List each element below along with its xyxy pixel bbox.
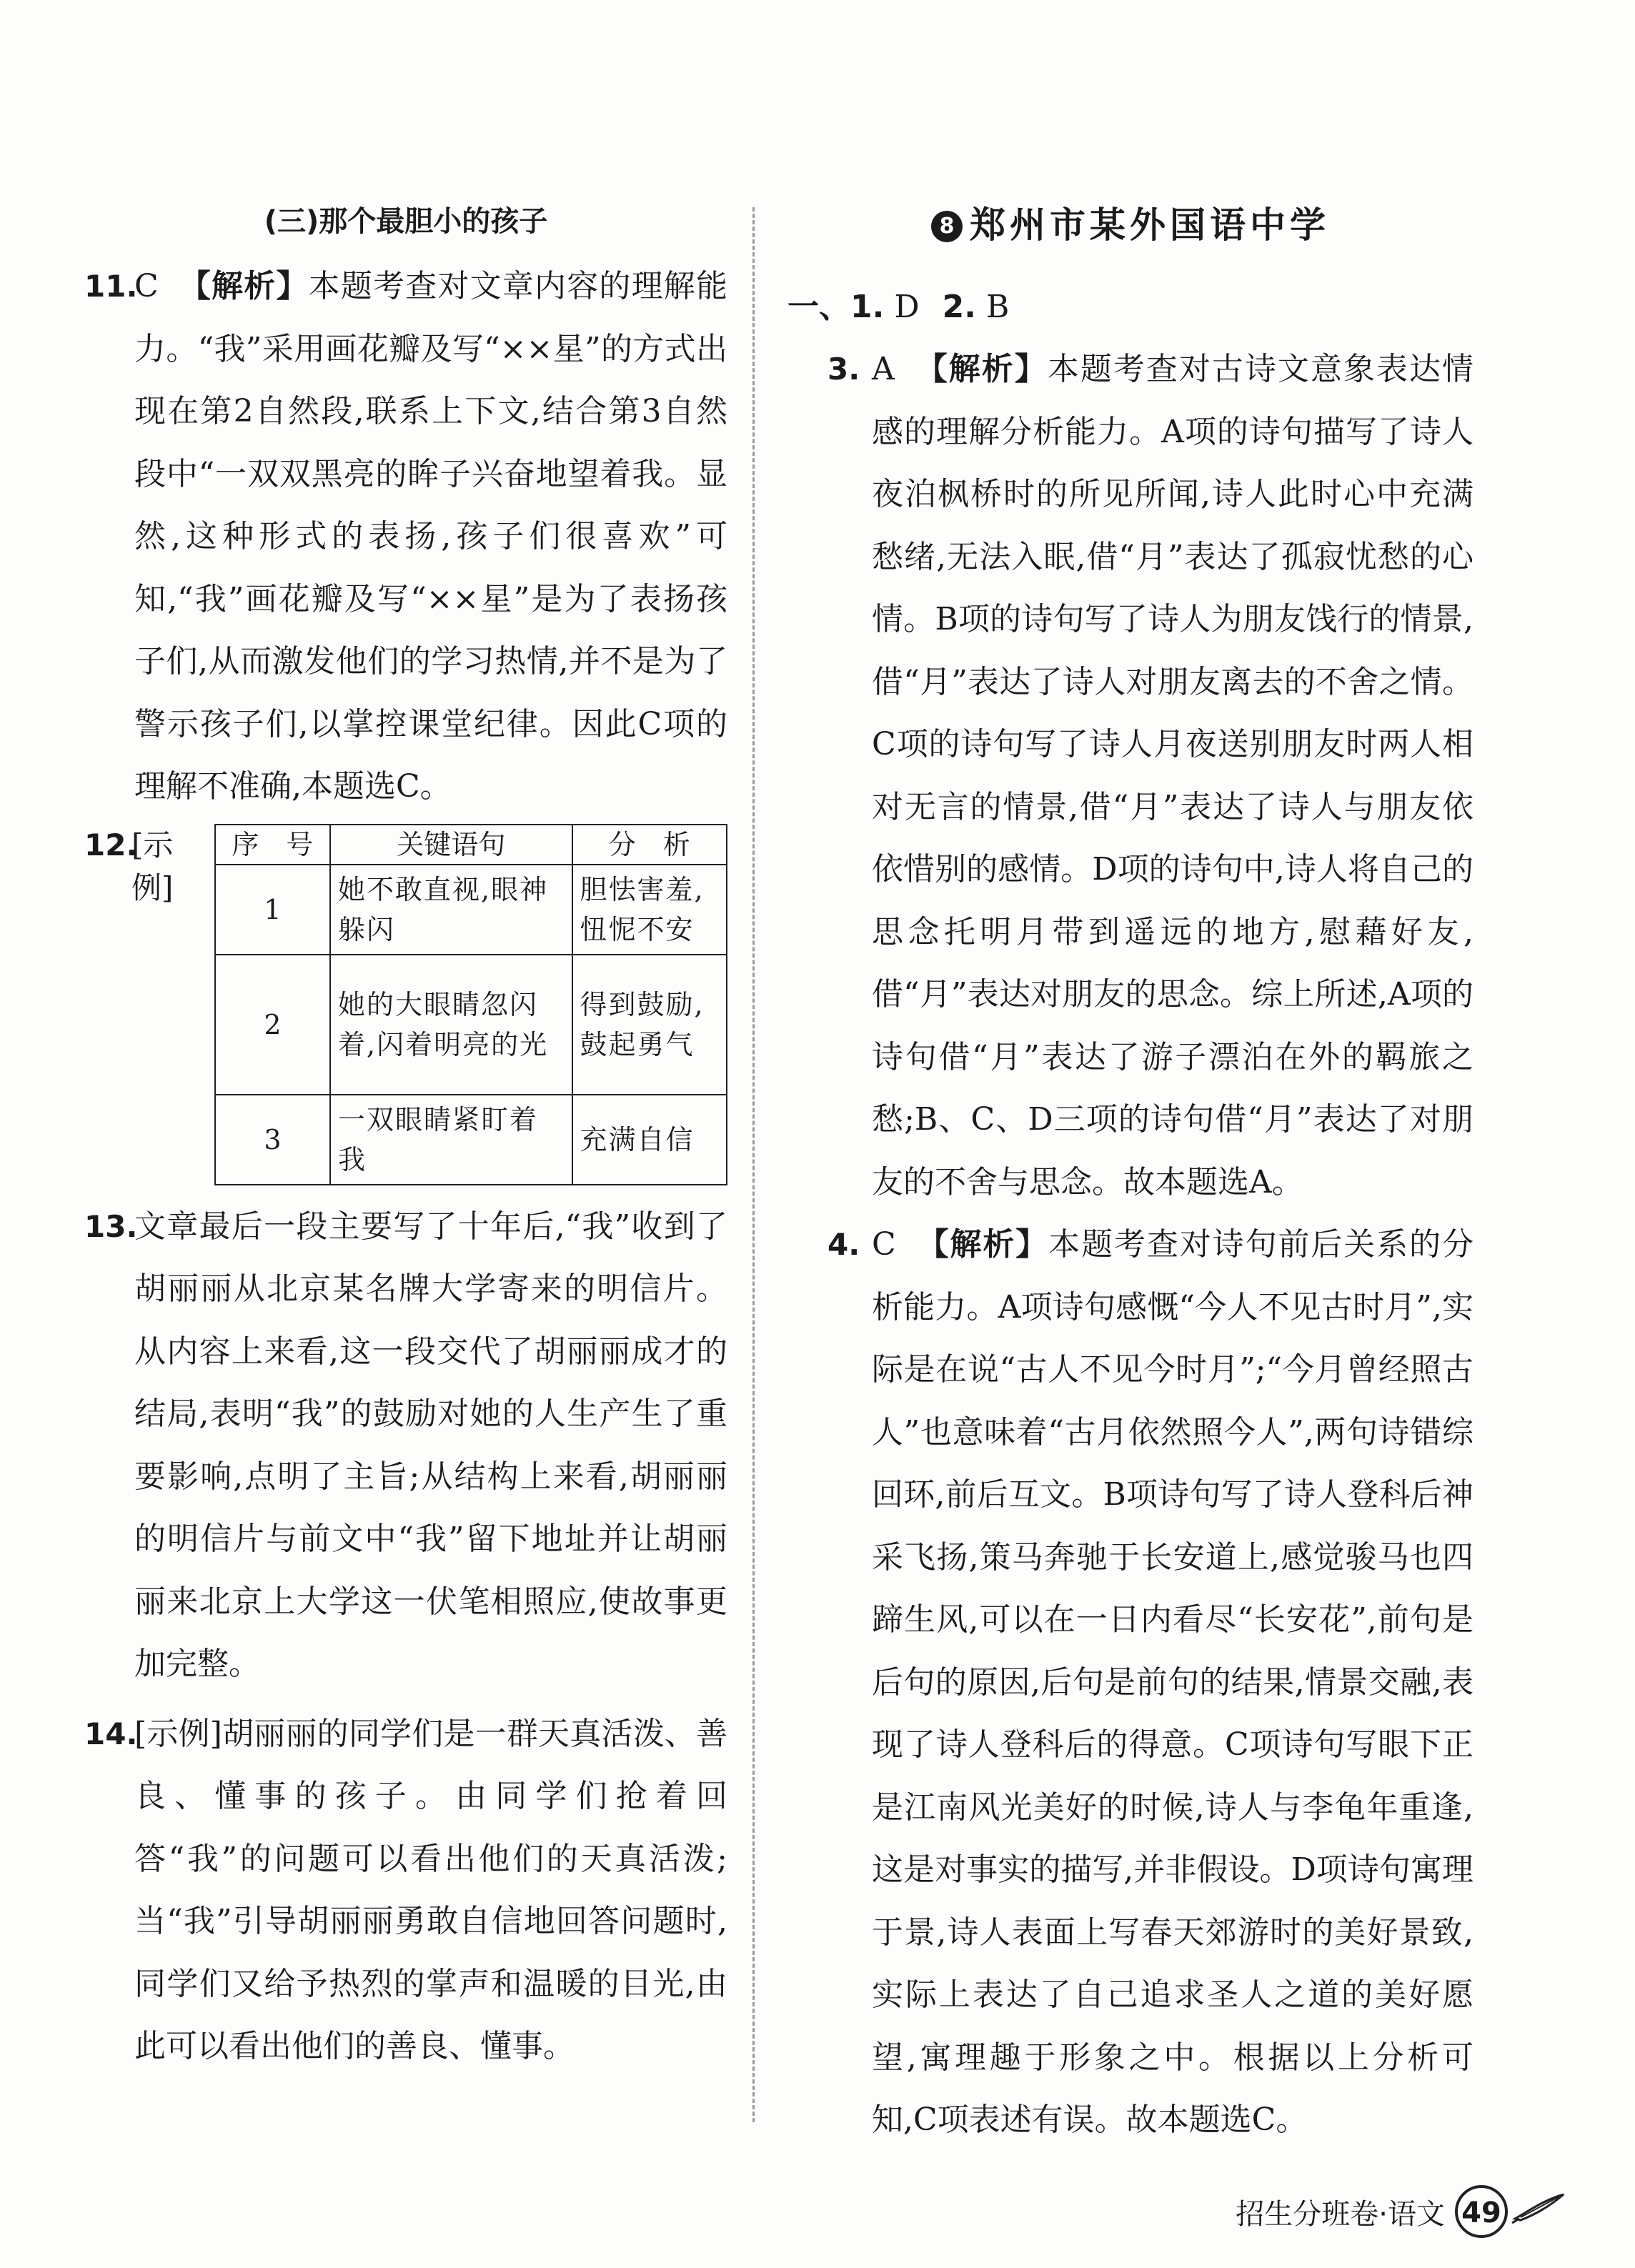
column-divider [752,207,755,2122]
answer-text: 文章最后一段主要写了十年后,“我”收到了胡丽丽从北京某名牌大学寄来的明信片。从内容上来看,这一段交代了胡丽丽成才的结局,表明“我”的鼓励对她的人生产生了重要影响,点明了主旨;从结构上来看,胡丽丽的明信片与前文中“我”留下地址并让胡丽丽来北京上大学这一伏笔相照应,使故事更加完整。 [134,1208,727,1682]
row-no: 3 [215,1095,330,1185]
header-no: 序 号 [215,825,330,865]
page-number: 49 [1455,2185,1508,2238]
question-4 [787,1213,1474,2152]
answer-letter: D [894,289,920,325]
school-name: 郑州市某外国语中学 [970,204,1330,246]
row-no: 2 [215,955,330,1095]
row-sentence: 她不敢直视,眼神躲闪 [330,865,572,955]
question-13 [84,1195,727,1696]
question-number: 2. [942,289,976,325]
table-header-row [215,825,727,865]
book-title: 招生分班卷·语文 [1236,2197,1445,2231]
example-label: [示例] [131,827,174,905]
header-analysis: 分 析 [572,825,727,865]
analysis-text: 本题考查对诗句前后关系的分析能力。A项诗句感慨“今人不见古时月”,实际是在说“古人不见今时月”;“今月曾经照古人”也意味着“古月依然照今人”,两句诗错综回环,前后互文。B项诗句写了诗人登科后神采飞扬,策马奔驰于长安道上,感觉骏马也四蹄生风,可以在一日内看尽“长安花”,前句是后句的原因,后句是前句的结果,情景交融,表现了诗人登科后的得意。C项诗句写眼下正是江南风光美好的时候,诗人与李龟年重逢,这是对事实的描写,并非假设。D项诗句寓理于景,诗人表面上写春天郊游时的美好景致,实际上表达了自己追求圣人之道的美好愿望,寓理趣于形象之中。根据以上分析可知,C项表述有误。故本题选C。 [872,1226,1474,2138]
right-column [787,193,1474,2152]
row-sentence: 她的大眼睛忽闪着,闪着明亮的光 [330,955,572,1095]
analysis-text: 本题考查对古诗文意象表达情感的理解分析能力。A项的诗句描写了诗人夜泊枫桥时的所见所闻,诗人此时心中充满愁绪,无法入眠,借“月”表达了孤寂忧愁的心情。B项的诗句写了诗人为朋友饯行的情景,借“月”表达了诗人对朋友离去的不舍之情。C项的诗句写了诗人月夜送别朋友时两人相对无言的情景,借“月”表达了诗人与朋友依依惜别的感情。D项的诗句中,诗人将自己的思念托明月带到遥远的地方,慰藉好友,借“月”表达对朋友的思念。综上所述,A项的诗句借“月”表达了游子漂泊在外的羁旅之愁;B、C、D三项的诗句借“月”表达了对朋友的不舍与思念。故本题选A。 [872,351,1474,1200]
table-row [215,865,727,955]
question-number: 12. [84,827,138,862]
row-no: 1 [215,865,330,955]
analysis-tag: 【解析】 [179,268,309,304]
section-title-right [787,193,1474,276]
answer-text: [示例]胡丽丽的同学们是一群天真活泼、善良、懂事的孩子。由同学们抢着回答“我”的问题可以看出他们的天真活泼;当“我”引导胡丽丽勇敢自信地回答问题时,同学们又给予热烈的掌声和温暖的目光,由此可以看出他们的善良、懂事。 [134,1715,727,2064]
section-title-left: (三)那个最胆小的孩子 [264,205,548,238]
question-number: 4. [828,1227,860,1262]
quill-pen-icon [1511,2190,1568,2233]
answer-letter: A [872,351,895,387]
answer-letter: C [872,1226,896,1263]
part-prefix: 一、 [787,289,850,325]
question-12 [84,824,727,1185]
question-3 [787,338,1474,1213]
row-analysis: 充满自信 [572,1095,727,1185]
question-number: 14. [84,1716,138,1751]
table-row [215,955,727,1095]
part-one-answers [787,276,1474,338]
analysis-tag: 【解析】 [917,1226,1049,1263]
question-number: 1. [850,289,885,325]
header-sentence: 关键语句 [330,825,572,865]
row-sentence: 一双眼睛紧盯着我 [330,1095,572,1185]
answer-letter: C [134,268,159,304]
question-number: 13. [84,1208,138,1244]
key-sentence-table [214,824,727,1185]
school-number-badge: 8 [931,211,963,242]
analysis-text: 本题考查对文章内容的理解能力。“我”采用画花瓣及写“××星”的方式出现在第2自然段,联系上下文,结合第3自然段中“一双双黑亮的眸子兴奋地望着我。显然,这种形式的表扬,孩子们很喜欢”可知,“我”画花瓣及写“××星”是为了表扬孩子们,从而激发他们的学习热情,并不是为了警示孩子们,以掌控课堂纪律。因此C项的理解不准确,本题选C。 [134,268,728,805]
row-analysis: 得到鼓励,鼓起勇气 [572,955,727,1095]
analysis-tag: 【解析】 [915,351,1048,387]
page-footer [1236,2185,1568,2238]
left-column [84,193,727,2078]
row-analysis: 胆怯害羞,忸怩不安 [572,865,727,955]
question-14 [84,1703,727,2078]
question-number: 11. [84,269,138,304]
question-11 [84,255,727,818]
answer-letter: B [985,289,1010,325]
question-number: 3. [828,352,860,387]
table-row [215,1095,727,1185]
